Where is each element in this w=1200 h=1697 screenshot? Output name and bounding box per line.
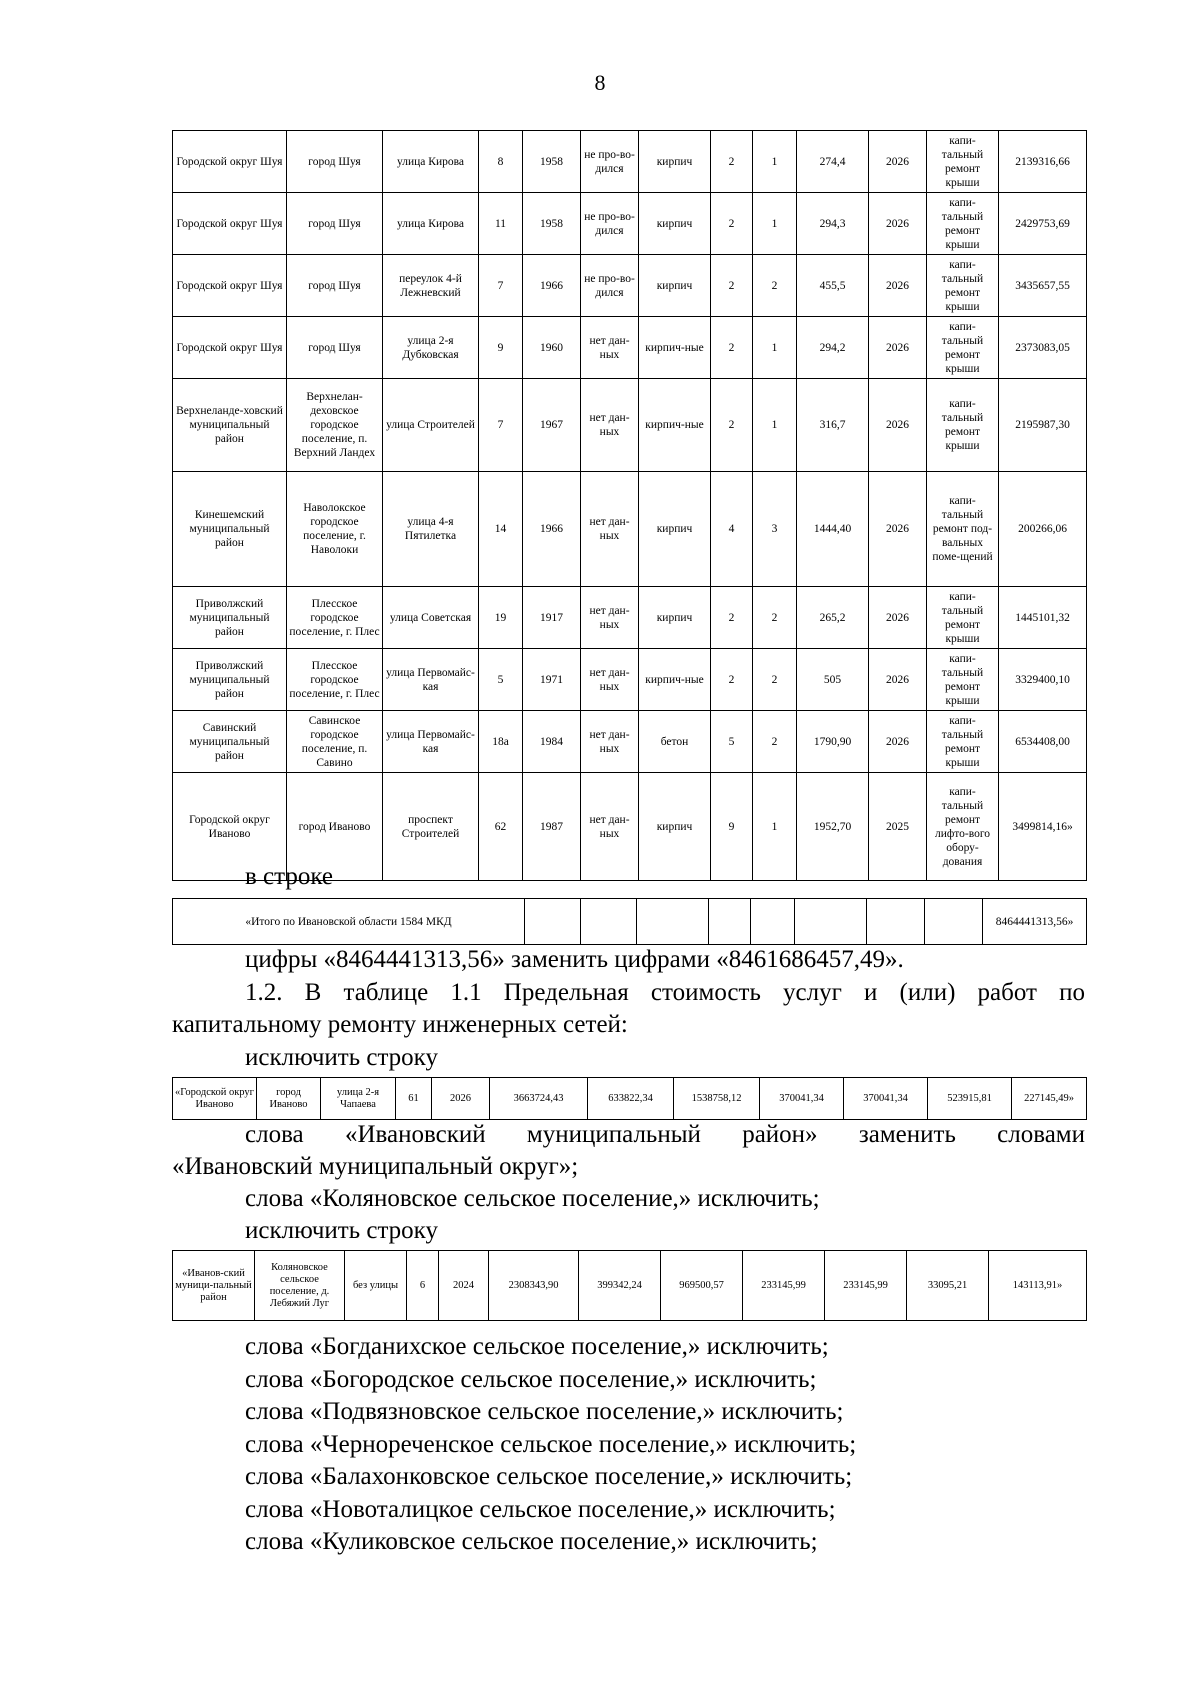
table-cell: 1444,40 [797, 472, 869, 587]
table-cell [637, 899, 709, 945]
table-cell: 455,5 [797, 255, 869, 317]
table-cell: кирпич [639, 587, 711, 649]
table-cell [925, 899, 983, 945]
table-row [173, 131, 1087, 193]
table-cell: капи-тальный ремонт под-вальных поме-щений [927, 472, 999, 587]
table-cell: 1967 [523, 379, 581, 472]
table-cell: 2026 [869, 587, 927, 649]
table-cell: город Шуя [287, 193, 383, 255]
table-cell: 1984 [523, 711, 581, 773]
table-cell: кирпич [639, 472, 711, 587]
table-cell: 2026 [869, 255, 927, 317]
table-cell: кирпич-ные [639, 317, 711, 379]
table-cell: Кинешемский муниципальный район [173, 472, 287, 587]
table-cell: «Иванов-ский муници-пальный район [173, 1251, 255, 1321]
table-cell: 1966 [523, 255, 581, 317]
table-cell: капи-тальный ремонт крыши [927, 131, 999, 193]
table-cell: 1987 [523, 773, 581, 881]
table-cell: улица 2-я Дубковская [383, 317, 479, 379]
table-cell: переулок 4-й Лежневский [383, 255, 479, 317]
table-cell: Коляновское сельское поселение, д. Лебяжий Луг [255, 1251, 345, 1321]
table-row [173, 1251, 1087, 1321]
table-cell: 7 [479, 255, 523, 317]
table-cell [867, 899, 925, 945]
table-cell: капи-тальный ремонт крыши [927, 379, 999, 472]
table-cell: 6 [407, 1251, 439, 1321]
table-cell: капи-тальный ремонт крыши [927, 587, 999, 649]
table-cell: Плесское городское поселение, г. Плес [287, 587, 383, 649]
table-cell: 1966 [523, 472, 581, 587]
table-cell: 6534408,00 [999, 711, 1087, 773]
table-cell: 2 [711, 255, 753, 317]
total-label: «Итого по Ивановской области 1584 МКД [173, 899, 525, 945]
table-cell: 62 [479, 773, 523, 881]
table-cell: 2026 [869, 649, 927, 711]
table-cell: Городской округ Шуя [173, 131, 287, 193]
table-cell: город Иваново [257, 1078, 321, 1120]
exclusion-line: слова «Богданихское сельское поселение,» исключить; [245, 1333, 829, 1360]
table-row [173, 587, 1087, 649]
excluded-row-table-2 [172, 1250, 1087, 1321]
table-cell: 3499814,16» [999, 773, 1087, 881]
table-cell: 1960 [523, 317, 581, 379]
table-cell: 33095,21 [907, 1251, 989, 1321]
table-row [173, 379, 1087, 472]
table-cell: 2139316,66 [999, 131, 1087, 193]
table-cell: капи-тальный ремонт лифто-вого обору-дования [927, 773, 999, 881]
houses-table [172, 130, 1087, 881]
table-cell: Савинский муниципальный район [173, 711, 287, 773]
table-cell: 3435657,55 [999, 255, 1087, 317]
table-row [173, 711, 1087, 773]
table-cell: 2 [711, 587, 753, 649]
table-cell: город Иваново [287, 773, 383, 881]
table-cell: 633822,34 [588, 1078, 674, 1120]
table-cell: город Шуя [287, 255, 383, 317]
table-cell: 4 [711, 472, 753, 587]
table-row [173, 649, 1087, 711]
table-cell: кирпич-ные [639, 379, 711, 472]
table-cell: не про-во-дился [581, 131, 639, 193]
table-cell: бетон [639, 711, 711, 773]
table-cell: 3 [753, 472, 797, 587]
table-cell: кирпич [639, 773, 711, 881]
para-1-2-line2: капитальному ремонту инженерных сетей: [172, 1011, 628, 1038]
table-cell: 2025 [869, 773, 927, 881]
table-cell: 274,4 [797, 131, 869, 193]
exclusion-line: слова «Подвязновское сельское поселение,» исключить; [245, 1398, 844, 1425]
table-cell: улица 2-я Чапаева [321, 1078, 396, 1120]
table-cell: 294,3 [797, 193, 869, 255]
table-cell: нет дан-ных [581, 379, 639, 472]
table-cell: кирпич [639, 193, 711, 255]
table-cell: 1 [753, 193, 797, 255]
table-cell: Верхнеланде-ховский муниципальный район [173, 379, 287, 472]
table-cell: 2026 [869, 379, 927, 472]
table-cell: 370041,34 [760, 1078, 844, 1120]
table-cell: 505 [797, 649, 869, 711]
table-cell: 1 [753, 317, 797, 379]
table-cell: 7 [479, 379, 523, 472]
table-cell: нет дан-ных [581, 317, 639, 379]
table-cell: 8 [479, 131, 523, 193]
table-cell: 2195987,30 [999, 379, 1087, 472]
table-cell: Городской округ Шуя [173, 317, 287, 379]
table-cell: 233145,99 [743, 1251, 825, 1321]
table-cell: 1 [753, 131, 797, 193]
table-row [173, 193, 1087, 255]
table-row [173, 1078, 1087, 1120]
table-cell: улица Кирова [383, 131, 479, 193]
table-cell: нет дан-ных [581, 649, 639, 711]
table-cell: 2026 [869, 711, 927, 773]
table-cell: 233145,99 [825, 1251, 907, 1321]
text-exclude-row-2: исключить строку [245, 1217, 438, 1244]
table-cell [525, 899, 581, 945]
table-cell: 1 [753, 773, 797, 881]
table-cell: 11 [479, 193, 523, 255]
text-kolyanovskoe: слова «Коляновское сельское поселение,» исключить; [245, 1185, 820, 1212]
table-cell: 2 [711, 317, 753, 379]
table-cell: 1445101,32 [999, 587, 1087, 649]
table-cell: не про-во-дился [581, 193, 639, 255]
table-cell: 523915,81 [928, 1078, 1012, 1120]
table-cell: улица Строителей [383, 379, 479, 472]
table-cell: капи-тальный ремонт крыши [927, 649, 999, 711]
exclusion-line: слова «Богородское сельское поселение,» исключить; [245, 1365, 817, 1393]
table-cell: кирпич [639, 255, 711, 317]
table-cell: 3329400,10 [999, 649, 1087, 711]
table-row [173, 317, 1087, 379]
table-cell: 3663724,43 [490, 1078, 588, 1120]
table-cell: 14 [479, 472, 523, 587]
table-cell: Городской округ Иваново [173, 773, 287, 881]
table-cell: 265,2 [797, 587, 869, 649]
table-cell: капи-тальный ремонт крыши [927, 255, 999, 317]
table-cell: 2 [711, 131, 753, 193]
table-cell: 399342,24 [579, 1251, 661, 1321]
table-cell: 2429753,69 [999, 193, 1087, 255]
table-cell: Савинское городское поселение, п. Савино [287, 711, 383, 773]
table-cell: 1958 [523, 131, 581, 193]
table-cell: 1538758,12 [674, 1078, 760, 1120]
excluded-row-table-1 [172, 1077, 1087, 1120]
table-cell [581, 899, 637, 945]
table-cell: 227145,49» [1012, 1078, 1087, 1120]
table-cell: не про-во-дился [581, 255, 639, 317]
table-cell: 9 [479, 317, 523, 379]
table-cell: 1917 [523, 587, 581, 649]
table-cell: 1 [753, 379, 797, 472]
table-cell: улица 4-я Пятилетка [383, 472, 479, 587]
table-cell: 2 [753, 711, 797, 773]
table-cell: улица Первомайс-кая [383, 711, 479, 773]
table-cell: Плесское городское поселение, г. Плес [287, 649, 383, 711]
table-cell: 2373083,05 [999, 317, 1087, 379]
table-cell: нет дан-ных [581, 711, 639, 773]
table-cell: 5 [479, 649, 523, 711]
table-cell: 2024 [439, 1251, 489, 1321]
table-cell: 2 [711, 193, 753, 255]
table-cell: 2 [753, 587, 797, 649]
table-cell: Городской округ Шуя [173, 193, 287, 255]
table-cell: 969500,57 [661, 1251, 743, 1321]
table-cell: улица Первомайс-кая [383, 649, 479, 711]
table-cell: капи-тальный ремонт крыши [927, 711, 999, 773]
table-cell: 2026 [869, 193, 927, 255]
table-cell: город Шуя [287, 317, 383, 379]
table-cell: город Шуя [287, 131, 383, 193]
table-cell: нет дан-ных [581, 587, 639, 649]
table-cell: 2 [711, 649, 753, 711]
table-cell: Наволокское городское поселение, г. Наволоки [287, 472, 383, 587]
table-cell: 9 [711, 773, 753, 881]
table-cell: 316,7 [797, 379, 869, 472]
table-cell [709, 899, 751, 945]
table-cell: нет дан-ных [581, 472, 639, 587]
text-words-replace-line1: слова «Ивановский муниципальный район» заменить словами [245, 1121, 1085, 1148]
table-row [173, 255, 1087, 317]
table-cell: 5 [711, 711, 753, 773]
table-cell: без улицы [345, 1251, 407, 1321]
table-cell: 143113,91» [989, 1251, 1087, 1321]
table-row [173, 472, 1087, 587]
text-exclude-row-1: исключить строку [245, 1044, 438, 1071]
para-1-2-line1: 1.2. В таблице 1.1 Предельная стоимость услуг и (или) работ по [245, 979, 1085, 1006]
table-cell: проспект Строителей [383, 773, 479, 881]
text-words-replace-line2: «Ивановский муниципальный округ»; [172, 1153, 579, 1180]
table-cell: 2026 [869, 472, 927, 587]
exclusion-line: слова «Балахонковское сельское поселение,» исключить; [245, 1463, 853, 1490]
page-number: 8 [594, 70, 606, 95]
text-in-line: в строке [245, 863, 334, 890]
table-cell: 200266,06 [999, 472, 1087, 587]
text-replace-figures: цифры «8464441313,56» заменить цифрами «8461686457,49». [245, 946, 904, 973]
exclusion-line: слова «Новоталицкое сельское поселение,» исключить; [245, 1495, 836, 1523]
exclusion-line: слова «Чернореченское сельское поселение,» исключить; [245, 1430, 857, 1458]
table-cell: улица Советская [383, 587, 479, 649]
table-cell: 2026 [869, 317, 927, 379]
table-cell: 2026 [432, 1078, 490, 1120]
table-cell: 2 [753, 255, 797, 317]
table-cell: Приволжский муниципальный район [173, 649, 287, 711]
table-cell: 294,2 [797, 317, 869, 379]
table-cell: 1971 [523, 649, 581, 711]
table-cell: 1958 [523, 193, 581, 255]
total-table [172, 898, 1087, 945]
total-value: 8464441313,56» [983, 899, 1087, 945]
table-cell [795, 899, 867, 945]
table-cell [751, 899, 795, 945]
table-cell: 1790,90 [797, 711, 869, 773]
table-cell: 2308343,90 [489, 1251, 579, 1321]
table-cell: 370041,34 [844, 1078, 928, 1120]
exclusion-line: слова «Куликовское сельское поселение,» исключить; [245, 1528, 818, 1555]
table-cell: 61 [396, 1078, 432, 1120]
table-cell: 18а [479, 711, 523, 773]
table-cell: нет дан-ных [581, 773, 639, 881]
table-cell: Городской округ Шуя [173, 255, 287, 317]
table-cell: 1952,70 [797, 773, 869, 881]
table-cell: 2026 [869, 131, 927, 193]
table-cell: 19 [479, 587, 523, 649]
table-cell: улица Кирова [383, 193, 479, 255]
table-cell: 2 [711, 379, 753, 472]
table-cell: капи-тальный ремонт крыши [927, 193, 999, 255]
table-cell: «Городской округ Иваново [173, 1078, 257, 1120]
table-cell: капи-тальный ремонт крыши [927, 317, 999, 379]
table-cell: Приволжский муниципальный район [173, 587, 287, 649]
table-cell: 2 [753, 649, 797, 711]
table-cell: кирпич [639, 131, 711, 193]
table-cell: Верхнелан-деховское городское поселение, п. Верхний Ландех [287, 379, 383, 472]
table-cell: кирпич-ные [639, 649, 711, 711]
